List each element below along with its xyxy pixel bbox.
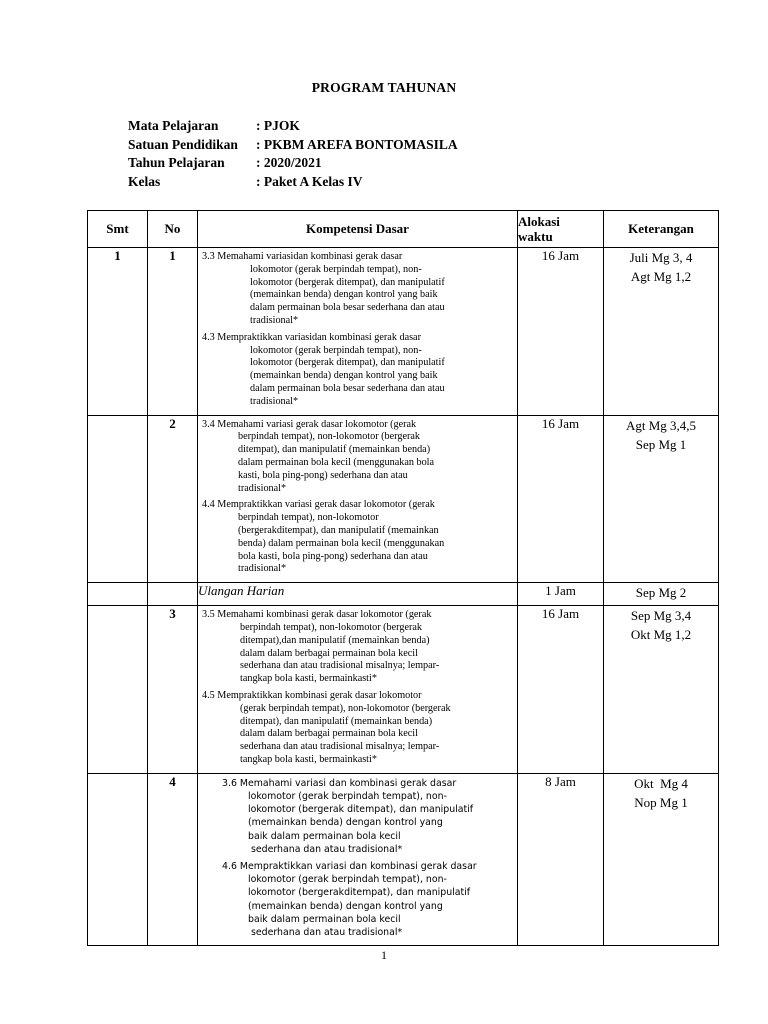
- meta-value: : Paket A Kelas IV: [256, 173, 363, 189]
- kd-line: tradisional*: [250, 395, 299, 407]
- kd-line: ditempat), dan manipulatif (memainkan benda): [240, 715, 433, 727]
- cell-alokasi: 16 Jam: [518, 248, 604, 416]
- meta-label: Tahun Pelajaran: [128, 155, 225, 170]
- meta-label: Kelas: [128, 173, 161, 189]
- cell-keterangan: [604, 415, 719, 583]
- kd-line: (bergerakditempat), dan manipulatif (memainkan: [238, 524, 439, 536]
- cell-no: 3: [148, 606, 198, 774]
- kd-line: (memainkan benda) dengan kontrol yang: [248, 900, 443, 912]
- cell-smt: 1: [88, 248, 148, 416]
- header-smt: Smt: [88, 211, 148, 248]
- kd-line: berpindah tempat), non-lokomotor (bergerak: [240, 621, 422, 633]
- kd-line: (memainkan benda) dengan kontrol yang: [248, 817, 443, 829]
- cell-keterangan: [604, 773, 719, 945]
- table-row: [88, 606, 719, 774]
- kd-line: lokomotor (bergerak ditempat), dan manipulatif: [250, 276, 445, 288]
- kd-line: tradisional*: [250, 314, 299, 326]
- cell-kd: [198, 606, 518, 774]
- kd-line: 3.3 Memahami variasidan kombinasi gerak dasar: [202, 251, 403, 262]
- kd-line: lokomotor (bergerak ditempat), dan manipulatif: [248, 804, 474, 816]
- meta-value: : 2020/2021: [256, 155, 322, 170]
- cell-kd: [198, 248, 518, 416]
- cell-alokasi: 1 Jam: [518, 583, 604, 606]
- kd-line: baik dalam permainan bola kecil: [248, 913, 401, 925]
- cell-keterangan: [604, 583, 719, 606]
- cell-alokasi: 8 Jam: [518, 773, 604, 945]
- table-row-ulangan: [88, 583, 719, 606]
- cell-keterangan: [604, 606, 719, 774]
- kd-line: tangkap bola kasti, bermainkasti*: [240, 753, 377, 765]
- kd-line: benda) dalam permainan bola kecil (menggunakan: [238, 537, 445, 549]
- kd-line: 3.4 Memahami variasi gerak dasar lokomotor (gerak: [202, 418, 417, 430]
- kd-item: [202, 332, 513, 409]
- kd-line: 4.4 Mempraktikkan variasi gerak dasar lokomotor (gerak: [202, 499, 435, 511]
- cell-alokasi: 16 Jam: [518, 606, 604, 774]
- meta-row-class: [128, 173, 458, 192]
- header-kompetensi: Kompetensi Dasar: [198, 211, 518, 248]
- cell-smt: [88, 415, 148, 583]
- meta-value: : PJOK: [256, 118, 300, 133]
- ket-line: Nop Mg 1: [634, 794, 688, 810]
- meta-row-year: [128, 154, 458, 173]
- kd-line: lokomotor (gerak berpindah tempat), non-: [248, 874, 447, 886]
- kd-line: bola kasti, bola ping-pong) sederhana dan atau: [238, 550, 428, 562]
- kd-line: lokomotor (gerak berpindah tempat), non-: [250, 344, 422, 356]
- kd-item: [202, 860, 513, 939]
- meta-label: Satuan Pendidikan: [128, 136, 238, 152]
- cell-smt: [88, 773, 148, 945]
- ket-line: Agt Mg 1,2: [630, 269, 692, 284]
- ket-line: Okt Mg 1,2: [630, 627, 692, 643]
- kd-line: 4.6 Mempraktikkan variasi dan kombinasi gerak dasar: [222, 860, 477, 872]
- kd-line: sederhana dan atau tradisional*: [251, 926, 403, 938]
- document-title: PROGRAM TAHUNAN: [311, 80, 457, 95]
- kd-line: tangkap bola kasti, bermainkasti*: [240, 673, 377, 685]
- meta-row-school: [128, 136, 458, 155]
- meta-row-subject: [128, 117, 458, 136]
- cell-no: 4: [148, 773, 198, 945]
- kd-item: [202, 690, 513, 767]
- kd-line: 3.6 Memahami variasi dan kombinasi gerak dasar: [222, 777, 457, 789]
- kd-line: lokomotor (bergerak ditempat), dan manipulatif: [250, 357, 445, 369]
- kd-line: 4.3 Mempraktikkan variasidan kombinasi gerak dasar: [202, 331, 421, 343]
- kd-line: (gerak berpindah tempat), non-lokomotor (bergerak: [240, 702, 451, 714]
- page-number: 1: [381, 948, 387, 962]
- kd-line: lokomotor (gerak berpindah tempat), non-: [250, 263, 422, 275]
- kd-line: ditempat), dan manipulatif (memainkan benda): [238, 444, 431, 456]
- cell-ulangan: Ulangan Harian: [198, 583, 518, 606]
- ket-line: Sep Mg 1: [635, 436, 687, 452]
- meta-label: Mata Pelajaran: [128, 118, 219, 133]
- cell-kd: [198, 415, 518, 583]
- ket-line: Agt Mg 3,4,5: [625, 417, 697, 433]
- cell-smt: [88, 606, 148, 774]
- kd-line: baik dalam permainan bola kecil: [248, 830, 401, 842]
- header-alokasi-line2: waktu: [518, 229, 553, 244]
- kd-line: sederhana dan atau tradisional*: [251, 843, 403, 855]
- kd-line: berpindah tempat), non-lokomotor: [238, 512, 379, 524]
- cell-no: [148, 583, 198, 606]
- cell-no: 2: [148, 415, 198, 583]
- kd-line: dalam permainan bola kecil (menggunakan bola: [238, 456, 435, 468]
- kd-line: 4.5 Mempraktikkan kombinasi gerak dasar lokomotor: [202, 689, 422, 701]
- kd-line: sederhana dan atau tradisional misalnya; lempar-: [240, 660, 440, 672]
- ket-line: Okt Mg 4: [634, 775, 688, 791]
- meta-block: [128, 117, 458, 191]
- kd-line: berpindah tempat), non-lokomotor (bergerak: [238, 431, 420, 443]
- table-row: [88, 773, 719, 945]
- kd-line: kasti, bola ping-pong) sederhana dan atau: [238, 469, 408, 481]
- kd-line: ditempat),dan manipulatif (memainkan benda): [240, 634, 430, 646]
- kd-line: (memainkan benda) dengan kontrol yang baik: [250, 289, 438, 301]
- cell-alokasi: 16 Jam: [518, 415, 604, 583]
- kd-item: [202, 777, 513, 856]
- program-table: [87, 210, 719, 946]
- kd-item: [202, 499, 513, 576]
- table-row: [88, 415, 719, 583]
- cell-smt: [88, 583, 148, 606]
- kd-item: [202, 419, 513, 496]
- kd-line: dalam dalam berbagai permainan bola kecil: [240, 728, 418, 740]
- ket-line: Juli Mg 3, 4: [629, 250, 693, 265]
- table-header-row: [88, 211, 719, 248]
- header-alokasi: [518, 211, 604, 248]
- ket-line: Sep Mg 2: [635, 585, 687, 601]
- kd-item: [202, 251, 513, 328]
- kd-line: (memainkan benda) dengan kontrol yang baik: [250, 370, 438, 382]
- header-no: No: [148, 211, 198, 248]
- header-keterangan: Keterangan: [604, 211, 719, 248]
- cell-kd: [198, 773, 518, 945]
- cell-keterangan: [604, 248, 719, 416]
- kd-item: [202, 609, 513, 686]
- ket-line: Sep Mg 3,4: [630, 608, 692, 624]
- kd-line: tradisional*: [238, 563, 287, 575]
- kd-line: lokomotor (gerak berpindah tempat), non-: [248, 790, 447, 802]
- kd-line: lokomotor (bergerakditempat), dan manipulatif: [248, 887, 471, 899]
- meta-value: : PKBM AREFA BONTOMASILA: [256, 136, 458, 152]
- kd-line: sederhana dan atau tradisional misalnya; lempar-: [240, 741, 440, 753]
- kd-line: tradisional*: [238, 482, 287, 494]
- kd-line: dalam permainan bola besar sederhana dan atau: [250, 302, 445, 314]
- header-alokasi-line1: Alokasi: [518, 214, 560, 229]
- kd-line: dalam permainan bola besar sederhana dan atau: [250, 382, 445, 394]
- kd-line: 3.5 Memahami kombinasi gerak dasar lokomotor (gerak: [202, 609, 432, 621]
- kd-line: dalam dalam berbagai permainan bola kecil: [240, 647, 418, 659]
- cell-no: 1: [148, 248, 198, 416]
- table-row: [88, 248, 719, 416]
